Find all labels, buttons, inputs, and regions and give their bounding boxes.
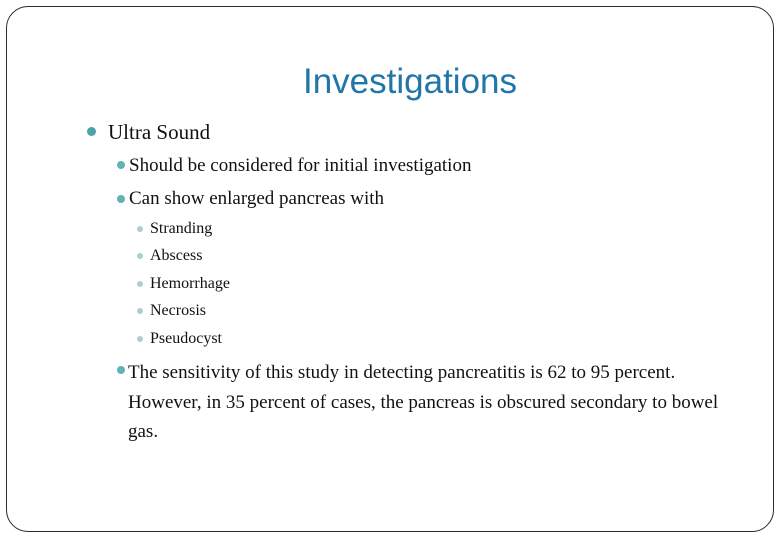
bullet-icon: [137, 226, 143, 232]
bullet-icon: [137, 253, 143, 259]
bullet-enlarged-pancreas: Can show enlarged pancreas with: [129, 188, 385, 209]
bullet-icon: [117, 366, 125, 374]
bullet-icon: [87, 127, 96, 136]
finding-item: Necrosis: [150, 302, 206, 319]
bullet-icon: [137, 336, 143, 342]
bullet-icon: [117, 195, 125, 203]
bullet-icon: [117, 161, 125, 169]
bullet-icon: [137, 281, 143, 287]
bullet-ultra-sound: Ultra Sound: [108, 120, 211, 144]
finding-item: Pseudocyst: [150, 330, 222, 347]
finding-item: Stranding: [150, 220, 213, 237]
bullet-initial-investigation: Should be considered for initial investigation: [129, 155, 472, 176]
finding-item: Hemorrhage: [150, 275, 230, 292]
finding-item: Abscess: [150, 247, 203, 264]
slide-title: Investigations: [302, 62, 518, 101]
sensitivity-paragraph: The sensitivity of this study in detecting pancreatitis is 62 to 95 percent. However, in 35 percent of cases, the pancreas is obscured secondary to bowel gas.: [128, 362, 719, 442]
bullet-icon: [137, 308, 143, 314]
